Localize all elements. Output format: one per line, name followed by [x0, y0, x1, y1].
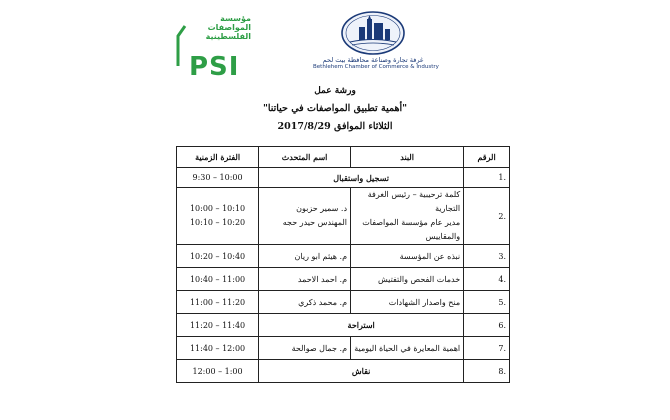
row-speaker	[259, 188, 351, 245]
row-number: .3	[464, 245, 510, 268]
header-number: الرقم	[464, 147, 510, 168]
psi-arabic-line: مؤسسة	[220, 14, 251, 23]
row-speaker-line: د. سمير حزبون	[296, 204, 348, 213]
workshop-label: ورشة عمل	[314, 86, 356, 96]
row-item-line: مدير عام مؤسسة المواصفات والمقاييس	[362, 218, 461, 241]
row-time: 9:30 – 10:00	[177, 168, 259, 188]
row-speaker-line: المهندس حيدر حجه	[282, 218, 348, 227]
row-time: 11:00 – 11:20	[177, 291, 259, 314]
row-item: تسجيل واستقبال	[259, 168, 464, 188]
header-item: البند	[351, 147, 464, 168]
table-row	[177, 337, 510, 360]
chamber-emblem-icon	[340, 10, 406, 56]
bcc-logo-english: Bethlehem Chamber of Commerce & Industry	[313, 64, 439, 70]
psi-arabic-line: الفلسطينية	[205, 32, 251, 41]
table-row	[177, 268, 510, 291]
row-time: 11:40 – 12:00	[177, 337, 259, 360]
row-number: .4	[464, 268, 510, 291]
workshop-date: الثلاثاء الموافق 2017/8/29	[277, 121, 393, 132]
row-item: اهمية المعايرة في الحياة اليومية	[351, 337, 464, 360]
row-item: نبذه عن المؤسسة	[351, 245, 464, 268]
row-number: .7	[464, 337, 510, 360]
row-speaker: م. هيثم ابو ريان	[259, 245, 351, 268]
bcc-logo-arabic: غرفة تجارة وصناعة محافظة بيت لحم	[322, 56, 424, 64]
row-time-line: 10:10 – 10:20	[189, 218, 246, 227]
table-row	[177, 291, 510, 314]
row-item	[351, 188, 464, 245]
row-time-line: 10:00 – 10:10	[189, 204, 246, 213]
header-time: الفترة الزمنية	[177, 147, 259, 168]
psi-logo-arabic	[195, 14, 251, 41]
psi-bracket-icon	[175, 24, 187, 68]
psi-arabic-line: المواصفات	[207, 23, 251, 32]
row-speaker: م. احمد الاحمد	[259, 268, 351, 291]
row-time: 10:40 – 11:00	[177, 268, 259, 291]
schedule-table	[176, 146, 510, 383]
row-item: منح واصدار الشهادات	[351, 291, 464, 314]
row-time	[177, 188, 259, 245]
row-speaker: م. جمال صوالحة	[259, 337, 351, 360]
row-number: .8	[464, 360, 510, 383]
table-row	[177, 360, 510, 383]
row-item: خدمات الفحص والتفتيش	[351, 268, 464, 291]
row-number: .5	[464, 291, 510, 314]
psi-logo-text: PSI	[189, 52, 240, 82]
row-number: .2	[464, 188, 510, 245]
row-number: .1	[464, 168, 510, 188]
table-row	[177, 314, 510, 337]
row-item: نقاش	[259, 360, 464, 383]
row-number: .6	[464, 314, 510, 337]
header-speaker: اسم المتحدث	[259, 147, 351, 168]
table-row	[177, 188, 510, 245]
bcc-logo	[313, 10, 439, 80]
table-row	[177, 168, 510, 188]
row-time: 10:20 – 10:40	[177, 245, 259, 268]
row-item-line: كلمة ترحيبية – رئيس الغرفة التجارية	[367, 190, 461, 213]
table-header-row	[177, 147, 510, 168]
table-row	[177, 245, 510, 268]
row-item: استراحة	[259, 314, 464, 337]
row-time: 12:00 – 1:00	[177, 360, 259, 383]
psi-logo	[175, 14, 249, 80]
row-time: 11:20 – 11:40	[177, 314, 259, 337]
row-speaker: م. محمد ذكري	[259, 291, 351, 314]
workshop-title: "أهمية تطبيق المواصفات في حياتنا"	[262, 103, 408, 114]
